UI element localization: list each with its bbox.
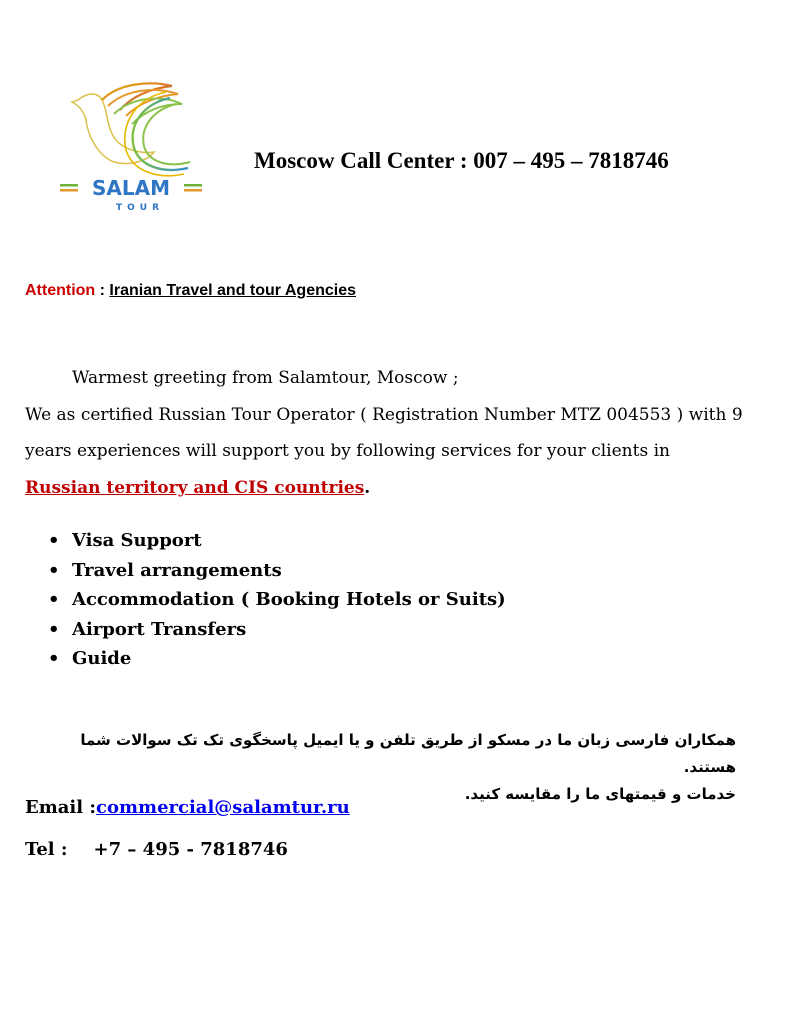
tel-number: +7 – 495 - 7818746 — [93, 839, 288, 860]
territory-highlight: Russian territory and CIS countries — [25, 477, 365, 498]
persian-note — [36, 727, 736, 808]
service-label: Guide — [72, 648, 132, 670]
intro-paragraph-end: . — [364, 477, 371, 498]
intro-paragraph — [25, 397, 745, 507]
services-list — [48, 526, 506, 674]
service-label: Airport Transfers — [72, 618, 247, 640]
logo-brand-text: SALAM — [91, 176, 171, 200]
call-center-heading: Moscow Call Center : 007 – 495 – 7818746 — [254, 148, 669, 173]
bullet-icon: • — [48, 530, 60, 551]
logo-sub-text: TOUR — [115, 203, 165, 213]
dove-logo-icon — [58, 70, 208, 220]
intro-paragraph-start: We as certified Russian Tour Operator ( Registration Number MTZ 004553 ) with 9 years experiences will support you by following services for your clients in — [25, 404, 743, 461]
list-item — [48, 585, 506, 615]
attention-separator: : — [95, 282, 110, 299]
email-link[interactable]: commercial@salamtur.ru — [96, 797, 350, 818]
email-line — [25, 797, 350, 818]
service-label: Accommodation ( Booking Hotels or Suits) — [72, 589, 506, 611]
attention-target: Iranian Travel and tour Agencies — [109, 282, 357, 299]
salam-tour-logo — [58, 70, 208, 220]
list-item — [48, 615, 506, 645]
tel-label: Tel : — [25, 839, 68, 860]
email-label: Email : — [25, 797, 97, 818]
attention-label: Attention — [25, 282, 96, 299]
attention-line — [25, 282, 356, 300]
list-item — [48, 644, 506, 674]
list-item — [48, 526, 506, 556]
tel-line — [25, 839, 288, 860]
service-label: Travel arrangements — [72, 559, 282, 581]
persian-line-1: همکاران فارسی زبان ما در مسکو از طریق تلفن و یا ایمیل پاسخگوی تک تک سوالات شما هستند. — [80, 731, 736, 776]
bullet-icon: • — [48, 589, 60, 611]
service-label: Visa Support — [72, 530, 202, 551]
bullet-icon: • — [48, 618, 60, 640]
list-item — [48, 556, 506, 586]
bullet-icon: • — [48, 648, 60, 670]
bullet-icon: • — [48, 559, 60, 581]
greeting-line: Warmest greeting from Salamtour, Moscow ; — [72, 368, 459, 388]
intro-text — [25, 360, 745, 506]
persian-line-2: خدمات و قیمتهای ما را مقایسه کنید. — [464, 785, 736, 803]
